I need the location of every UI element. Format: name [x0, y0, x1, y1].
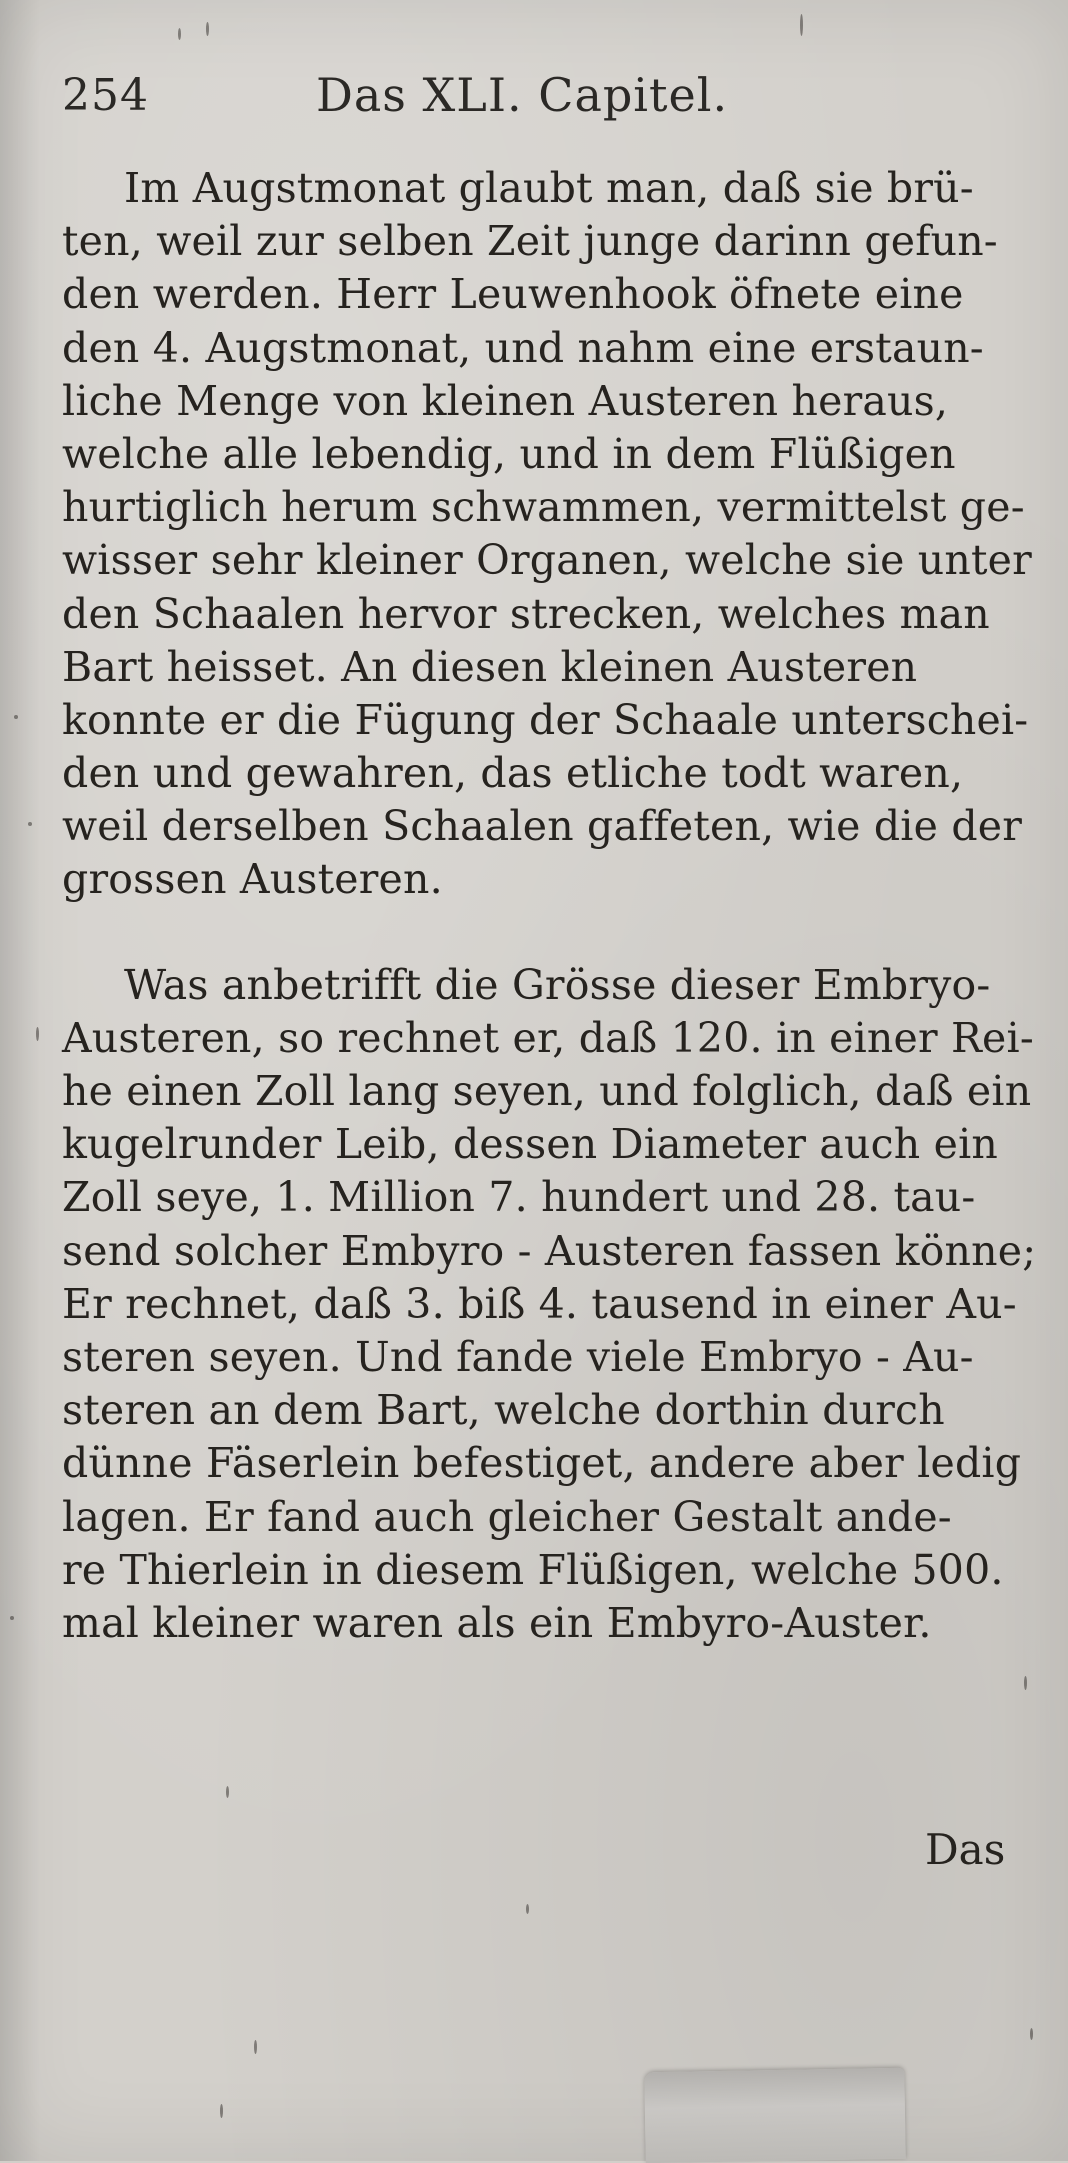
- text-line: den werden. Herr Leuwenhook öfnete eine: [62, 270, 964, 319]
- text-line: mal kleiner waren als ein Embyro-Auster.: [62, 1598, 932, 1647]
- text-line: den 4. Augstmonat, und nahm eine erstaun-: [62, 323, 984, 372]
- body-text: [62, 162, 1037, 1650]
- text-line: Er rechnet, daß 3. biß 4. tausend in einer Au-: [62, 1279, 1017, 1328]
- text-line: ten, weil zur selben Zeit junge darinn gefun-: [62, 217, 998, 266]
- text-line: Im Augstmonat glaubt man, daß sie brü-: [124, 164, 974, 212]
- library-tab-sticker: [644, 2068, 906, 2163]
- text-line: dünne Fäserlein befestiget, andere aber ledig: [62, 1439, 1022, 1488]
- text-line: den und gewahren, das etliche todt waren,: [62, 749, 964, 798]
- text-line: grossen Austeren.: [62, 855, 443, 904]
- paper-speck: [254, 2040, 257, 2054]
- paper-speck: [526, 1904, 529, 1914]
- text-line: re Thierlein in diesem Flüßigen, welche 500.: [62, 1545, 1004, 1594]
- text-line: send solcher Embyro - Austeren fassen könne;: [62, 1226, 1037, 1275]
- text-line: steren seyen. Und fande viele Embryo - Au-: [62, 1332, 974, 1381]
- paper-speck: [800, 14, 803, 36]
- text-line: Austeren, so rechnet er, daß 120. in einer Rei-: [62, 1013, 1034, 1062]
- paper-speck: [10, 1616, 14, 1620]
- paragraph-2: [62, 959, 1037, 1650]
- text-line: den Schaalen hervor strecken, welches man: [62, 589, 990, 638]
- paragraph-1: [62, 162, 1030, 907]
- paper-speck: [220, 2104, 223, 2118]
- paper-speck: [178, 28, 181, 40]
- text-line: hurtiglich herum schwammen, vermittelst ge-: [62, 483, 1025, 532]
- text-line: he einen Zoll lang seyen, und folglich, daß ein: [62, 1067, 1032, 1115]
- text-line: Zoll seye, 1. Million 7. hundert und 28. tau-: [62, 1173, 976, 1222]
- paper-speck: [226, 1786, 229, 1798]
- text-line: liche Menge von kleinen Austeren heraus,: [62, 376, 949, 425]
- running-head: Das XLI. Capitel.: [316, 68, 729, 122]
- text-line: Was anbetrifft die Grösse dieser Embryo-: [124, 960, 991, 1009]
- text-line: weil derselben Schaalen gaffeten, wie die der: [62, 802, 1023, 851]
- text-line: wisser sehr kleiner Organen, welche sie unter: [62, 536, 1032, 585]
- text-line: steren an dem Bart, welche dorthin durch: [62, 1386, 945, 1435]
- text-line: kugelrunder Leib, dessen Diameter auch ein: [62, 1120, 999, 1169]
- catchword: Das: [925, 1825, 1006, 1874]
- page-header: [62, 64, 1022, 134]
- text-line: Bart heisset. An diesen kleinen Austeren: [62, 642, 918, 691]
- paper-speck: [1024, 1676, 1027, 1690]
- page-number: 254: [62, 70, 149, 121]
- paper-speck: [36, 1027, 39, 1041]
- text-line: lagen. Er fand auch gleicher Gestalt ande-: [62, 1492, 952, 1541]
- paper-speck: [1030, 2028, 1033, 2040]
- paper-speck: [206, 22, 209, 36]
- paper-speck: [28, 822, 32, 826]
- paper-speck: [14, 715, 18, 719]
- text-line: konnte er die Fügung der Schaale unterschei-: [62, 695, 1029, 744]
- text-line: welche alle lebendig, und in dem Flüßigen: [62, 429, 956, 478]
- paragraph-gap: [62, 907, 1030, 959]
- spine-shadow: [0, 0, 40, 2161]
